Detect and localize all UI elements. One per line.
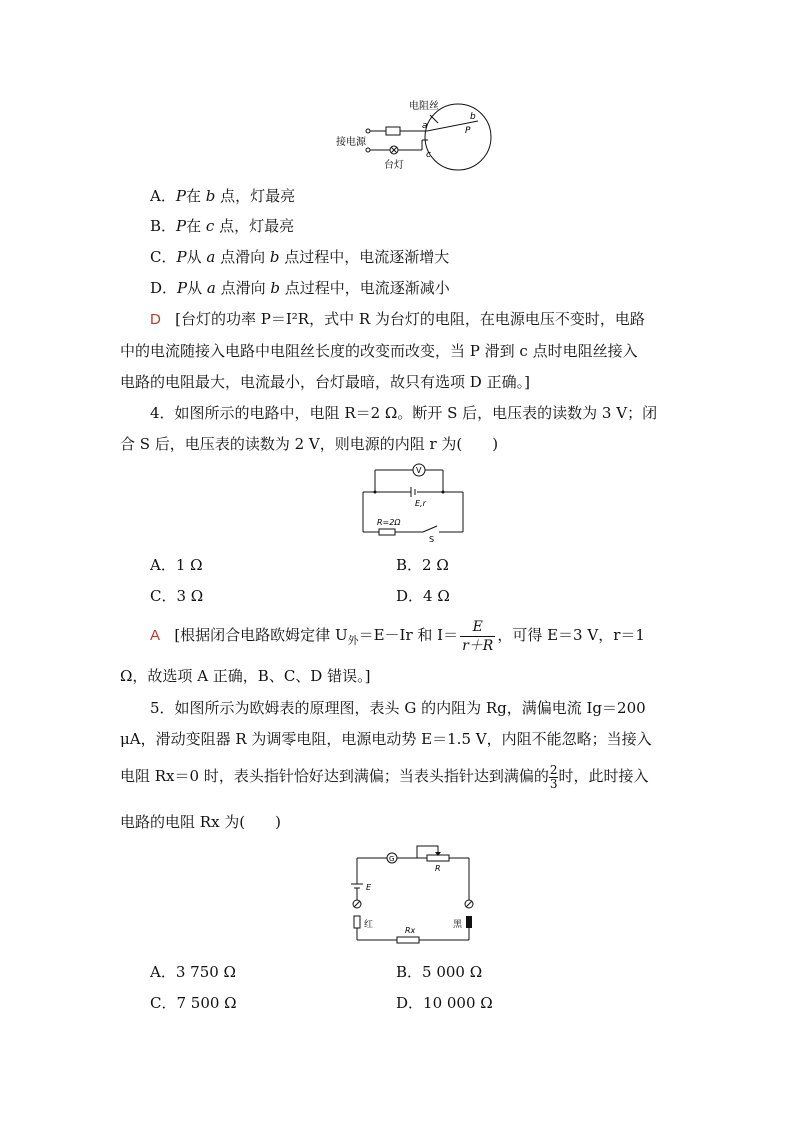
q5-stem-line-4: 电路的电阻 Rx 为( )	[120, 813, 281, 831]
red-label: 红	[364, 920, 374, 930]
q5-stem-line-2: μA，滑动变阻器 R 为调零电阻，电源电动势 E＝1.5 V，内阻不能忽略；当接入	[120, 730, 652, 748]
q4-explanation-line-1: A [根据闭合电路欧姆定律 $U_外=E-Ir$ 和 I＝ $\frac{E}{r+R}$ ，可得 E＝3 V，r＝1	[150, 618, 645, 654]
q4-option-b: B．2 Ω	[396, 556, 449, 574]
q5-option-a: A．3 750 Ω	[150, 963, 236, 981]
resistance-wire-label: 电阻丝	[409, 101, 439, 112]
point-b-label: b	[470, 112, 476, 122]
q3-answer: D	[150, 311, 161, 328]
fraction: $\frac{E}{r+R}$	[462, 618, 494, 654]
q5-option-d: D．10 000 Ω	[396, 994, 493, 1012]
terminal-slash	[354, 901, 360, 907]
source-label: E,r	[415, 499, 426, 508]
q5-option-b: B．5 000 Ω	[396, 963, 483, 981]
rheostat-label: R	[435, 864, 441, 873]
switch-blade	[423, 526, 437, 532]
q5-option-c: C．7 500 Ω	[150, 994, 237, 1012]
power-source-label: 接电源	[336, 137, 366, 148]
voltmeter-label: V	[416, 466, 422, 475]
fraction: $\frac{2}{3}$	[549, 762, 558, 791]
galvanometer-label: G	[389, 855, 395, 863]
point-p-label: P	[465, 126, 471, 136]
label-leader	[430, 115, 438, 123]
black-label: 黑	[453, 920, 463, 930]
terminal	[366, 129, 370, 133]
q5-stem-line-1: 5．如图所示为欧姆表的原理图，表头 G 的内阻为 Rg，满偏电流 Ig＝200	[150, 699, 646, 717]
junction-dot	[442, 491, 445, 494]
red-probe	[354, 916, 360, 928]
q3-explanation-line-2: 中的电流随接入电路中电阻丝长度的改变而改变，当 P 滑到 c 点时电阻丝接入	[120, 342, 638, 360]
lamp-label: 台灯	[384, 160, 404, 171]
q4-explanation-line-2: Ω，故选项 A 正确，B、C、D 错误。]	[120, 667, 371, 685]
terminal	[366, 148, 370, 152]
q3-option-c: C．P从 a 点滑向 b 点过程中，电流逐渐增大	[150, 248, 450, 266]
rx-label: Rx	[405, 926, 416, 935]
resistance-wire-arc	[425, 104, 491, 170]
q5-stem-line-3: 电阻 Rx＝0 时，表头指针恰好达到满偏；当表头指针达到满偏的 $\frac{2}{3}$ 时，此时接入	[120, 762, 649, 791]
point-a-label: a	[422, 121, 428, 131]
terminal-slash	[466, 901, 472, 907]
emf-label: E	[366, 883, 372, 892]
q3-explanation-line-3: 电路的电阻最大，电流最小，台灯最暗，故只有选项 D 正确。]	[120, 373, 530, 391]
q3-option-b: B．P在 c 点，灯最亮	[150, 217, 295, 235]
q3-explanation-line-1: D [台灯的功率 P＝I²R，式中 R 为台灯的电阻，在电源电压不变时，电路	[150, 310, 645, 328]
point-c-label: c	[426, 150, 431, 160]
q3-option-d: D．P从 a 点滑向 b 点过程中，电流逐渐减小	[150, 279, 450, 297]
q4-option-c: C．3 Ω	[150, 587, 204, 605]
rx-resistor-symbol	[397, 937, 419, 943]
switch-label: S	[429, 535, 435, 542]
q4-option-a: A．1 Ω	[150, 556, 203, 574]
junction-dot	[374, 491, 377, 494]
q3-option-a: A．P在 b 点，灯最亮	[150, 187, 296, 205]
q4-stem-line-1: 4．如图所示的电路中，电阻 R＝2 Ω。断开 S 后，电压表的读数为 3 V；闭	[150, 404, 658, 422]
voltmeter-circuit-figure	[355, 462, 475, 542]
black-probe	[466, 916, 472, 928]
resistor-symbol	[379, 529, 395, 535]
ohmmeter-circuit-figure	[345, 840, 480, 950]
q4-option-d: D．4 Ω	[396, 587, 450, 605]
q4-stem-line-2: 合 S 后，电压表的读数为 2 V，则电源的内阻 r 为( )	[120, 435, 499, 453]
resistor-symbol	[386, 127, 400, 135]
lamp-circuit-figure	[330, 95, 500, 180]
q4-answer: A	[150, 627, 161, 644]
resistor-label: R=2Ω	[377, 518, 401, 527]
